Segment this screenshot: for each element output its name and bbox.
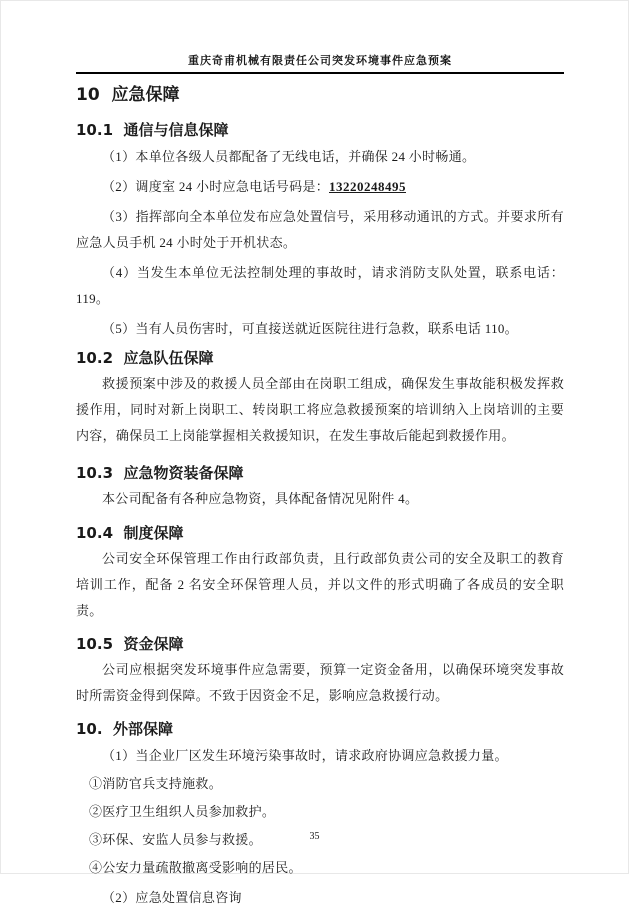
paragraph-fire-brigade: （4）当发生本单位无法控制处理的事故时，请求消防支队处置，联系电话：119。	[76, 265, 564, 306]
list-item-medical: ②医疗卫生组织人员参加救护。	[89, 804, 276, 819]
section-heading-10-3: 10.3 应急物资装备保障	[76, 464, 244, 482]
paragraph-institution: 公司安全环保管理工作由行政部负责，且行政部负责公司的安全及职工的教育培训工作，配备 2 名安全环保管理人员，并以文件的形式明确了各成员的安全职责。	[76, 551, 564, 618]
section-heading-10-external: 10. 外部保障	[76, 720, 174, 738]
section-heading-10-1: 10.1 通信与信息保障	[76, 121, 229, 139]
section-heading-10-5: 10.5 资金保障	[76, 635, 184, 653]
section-heading-10-4: 10.4 制度保障	[76, 524, 184, 542]
page-header-title: 重庆奇甫机械有限责任公司突发环境事件应急预案	[76, 55, 564, 74]
paragraph-info-consultation: （2）应急处置信息咨询	[102, 890, 242, 905]
list-item-fire-soldiers: ①消防官兵支持施救。	[89, 776, 223, 791]
section-heading-10-2: 10.2 应急队伍保障	[76, 349, 214, 367]
paragraph-wireless-phones: （1）本单位各级人员都配备了无线电话，并确保 24 小时畅通。	[102, 149, 476, 164]
chapter-heading-10: 10 应急保障	[76, 85, 180, 105]
list-item-environment-supervision: ③环保、安监人员参与救援。	[89, 832, 262, 847]
paragraph-rescue-team: 救援预案中涉及的救援人员全部由在岗职工组成，确保发生事故能积极发挥救援作用，同时对新上岗职工、转岗职工将应急救援预案的培训纳入上岗培训的主要内容，确保员工上岗能掌握相关救援知识，在发生事故后能起到救援作用。	[76, 376, 564, 443]
paragraph-supplies: 本公司配备有各种应急物资，具体配备情况见附件 4。	[102, 491, 419, 506]
list-item-police-evacuation: ④公安力量疏散撤离受影响的居民。	[89, 860, 302, 875]
paragraph-emergency-phone	[76, 174, 564, 200]
page-number: 35	[309, 831, 320, 842]
emergency-phone-label: （2）调度室 24 小时应急电话号码是：	[102, 179, 329, 194]
paragraph-gov-coordination: （1）当企业厂区发生环境污染事故时，请求政府协调应急救援力量。	[102, 748, 508, 763]
emergency-phone-number: 13220248495	[329, 179, 406, 194]
paragraph-signal-dispatch: （3）指挥部向全本单位发布应急处置信号，采用移动通讯的方式。并要求所有应急人员手机 24 小时处于开机状态。	[76, 209, 564, 250]
paragraph-funding: 公司应根据突发环境事件应急需要，预算一定资金备用，以确保环境突发事故时所需资金得到保障。不致于因资金不足，影响应急救援行动。	[76, 662, 564, 703]
paragraph-hospital-rescue: （5）当有人员伤害时，可直接送就近医院往进行急救，联系电话 110。	[102, 321, 518, 336]
